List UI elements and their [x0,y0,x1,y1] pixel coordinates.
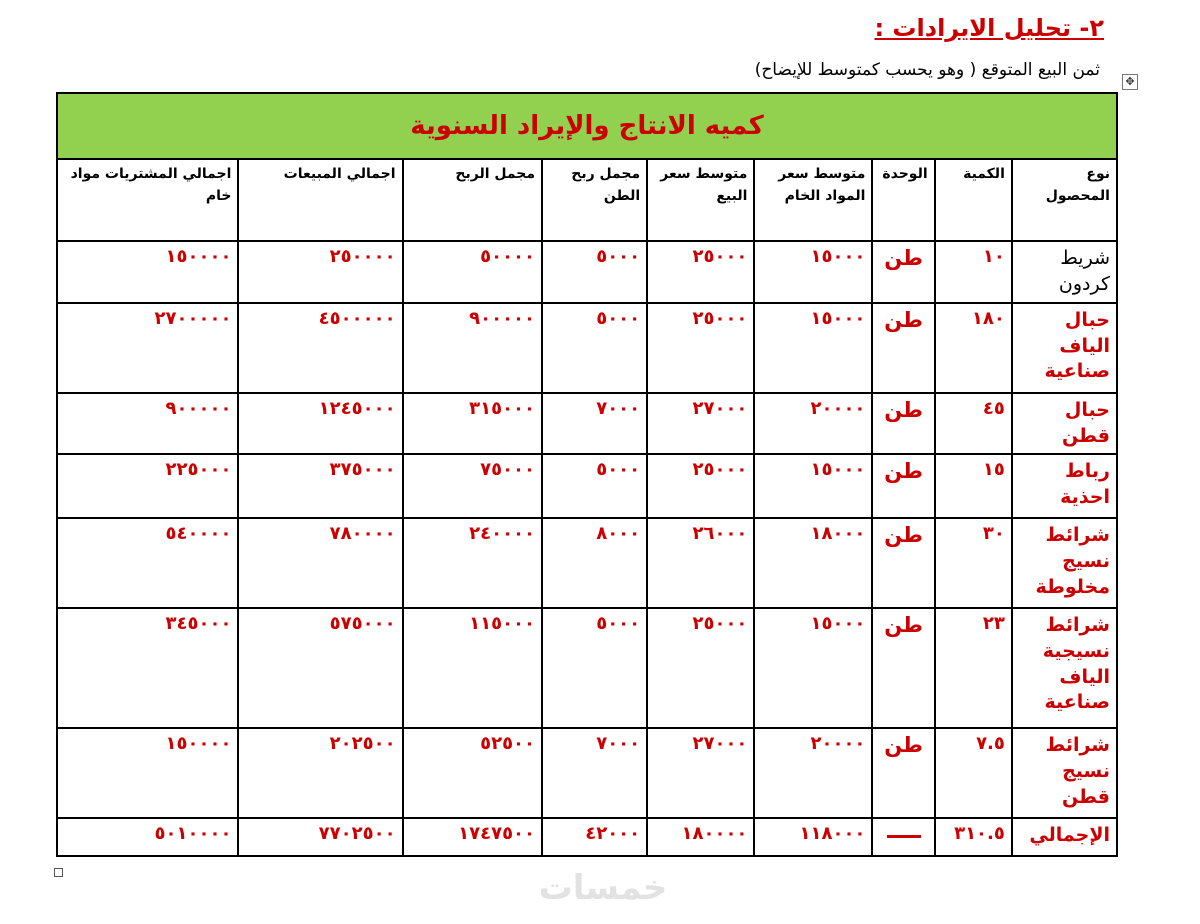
total-sales-cell: ١٢٤٥٠٠٠ [238,393,402,454]
total-sales-cell: ٧٨٠٠٠٠ [238,518,402,608]
totals-label: الإجمالي [1012,818,1117,856]
sale-price-cell: ٢٥٠٠٠ [647,454,754,518]
table-row [57,303,1117,393]
header-gross-profit: مجمل الربح [403,159,542,241]
header-row [57,159,1117,241]
raw-price-cell: ٢٠٠٠٠ [754,728,872,818]
totals-row [57,818,1117,856]
product-name: شرائط نسيج قطن [1012,728,1117,818]
price-note: ثمن البيع المتوقع ( وهو يحسب كمتوسط للإيضاح) [754,60,1100,80]
table-row [57,728,1117,818]
sale-price-cell: ٢٥٠٠٠ [647,303,754,393]
quantity-cell: ١٠ [935,241,1012,303]
total-sales-cell: ٢٠٢٥٠٠ [238,728,402,818]
raw-price-cell: ١٥٠٠٠ [754,303,872,393]
unit-cell: طن [872,454,934,518]
product-name: حبال الياف صناعية [1012,303,1117,393]
total-purchases-cell: ٢٧٠٠٠٠٠ [57,303,238,393]
totals-total-sales: ٧٧٠٢٥٠٠ [238,818,402,856]
quantity-cell: ١٨٠ [935,303,1012,393]
profit-ton-cell: ٥٠٠٠ [542,608,647,728]
sale-price-cell: ٢٥٠٠٠ [647,608,754,728]
quantity-cell: ١٥ [935,454,1012,518]
header-sale-price: متوسط سعر البيع [647,159,754,241]
header-unit: الوحدة [872,159,934,241]
unit-cell: طن [872,728,934,818]
gross-profit-cell: ٣١٥٠٠٠ [403,393,542,454]
table-resize-handle-icon[interactable] [54,868,63,877]
sale-price-cell: ٢٦٠٠٠ [647,518,754,608]
sale-price-cell: ٢٧٠٠٠ [647,728,754,818]
profit-ton-cell: ٥٠٠٠ [542,454,647,518]
table-title: كميه الانتاج والإيراد السنوية [57,93,1117,159]
profit-ton-cell: ٥٠٠٠ [542,303,647,393]
total-sales-cell: ٥٧٥٠٠٠ [238,608,402,728]
total-purchases-cell: ٢٢٥٠٠٠ [57,454,238,518]
total-purchases-cell: ٣٤٥٠٠٠ [57,608,238,728]
totals-total-purchases: ٥٠١٠٠٠٠ [57,818,238,856]
table-move-handle-icon[interactable]: ✥ [1122,74,1138,90]
totals-gross-profit: ١٧٤٧٥٠٠ [403,818,542,856]
gross-profit-cell: ١١٥٠٠٠ [403,608,542,728]
profit-ton-cell: ٥٠٠٠ [542,241,647,303]
quantity-cell: ٧.٥ [935,728,1012,818]
header-total-purchases: اجمالي المشتريات مواد خام [57,159,238,241]
raw-price-cell: ١٥٠٠٠ [754,241,872,303]
gross-profit-cell: ٥٢٥٠٠ [403,728,542,818]
quantity-cell: ٢٣ [935,608,1012,728]
gross-profit-cell: ٢٤٠٠٠٠ [403,518,542,608]
sale-price-cell: ٢٥٠٠٠ [647,241,754,303]
unit-cell: طن [872,303,934,393]
raw-price-cell: ١٥٠٠٠ [754,608,872,728]
totals-raw-price: ١١٨٠٠٠ [754,818,872,856]
totals-sale-price: ١٨٠٠٠٠ [647,818,754,856]
sale-price-cell: ٢٧٠٠٠ [647,393,754,454]
total-purchases-cell: ٩٠٠٠٠٠ [57,393,238,454]
profit-ton-cell: ٧٠٠٠ [542,393,647,454]
table-row [57,518,1117,608]
revenue-table [56,92,1118,857]
raw-price-cell: ١٨٠٠٠ [754,518,872,608]
quantity-cell: ٣٠ [935,518,1012,608]
profit-ton-cell: ٨٠٠٠ [542,518,647,608]
header-profit-per-ton: مجمل ربح الطن [542,159,647,241]
product-name: شرائط نسيجية الياف صناعية [1012,608,1117,728]
gross-profit-cell: ٧٥٠٠٠ [403,454,542,518]
watermark-logo: خمسات [538,868,668,908]
unit-cell: طن [872,518,934,608]
unit-cell: طن [872,608,934,728]
dash-mark [887,835,921,838]
unit-cell: طن [872,393,934,454]
unit-cell: طن [872,241,934,303]
raw-price-cell: ١٥٠٠٠ [754,454,872,518]
totals-profit-ton: ٤٢٠٠٠ [542,818,647,856]
header-total-sales: اجمالي المبيعات [238,159,402,241]
table-row [57,608,1117,728]
product-name: شرائط نسيج مخلوطة [1012,518,1117,608]
totals-unit [872,818,934,856]
header-product-type: نوع المحصول [1012,159,1117,241]
header-raw-material-price: متوسط سعر المواد الخام [754,159,872,241]
total-sales-cell: ٤٥٠٠٠٠٠ [238,303,402,393]
total-purchases-cell: ١٥٠٠٠٠ [57,241,238,303]
header-quantity: الكمية [935,159,1012,241]
table-row [57,241,1117,303]
gross-profit-cell: ٥٠٠٠٠ [403,241,542,303]
table-row [57,454,1117,518]
quantity-cell: ٤٥ [935,393,1012,454]
total-sales-cell: ٣٧٥٠٠٠ [238,454,402,518]
table-row [57,393,1117,454]
gross-profit-cell: ٩٠٠٠٠٠ [403,303,542,393]
total-purchases-cell: ١٥٠٠٠٠ [57,728,238,818]
raw-price-cell: ٢٠٠٠٠ [754,393,872,454]
product-name: شريط كردون [1012,241,1117,303]
total-purchases-cell: ٥٤٠٠٠٠ [57,518,238,608]
totals-quantity: ٣١٠.٥ [935,818,1012,856]
section-heading: ٢- تحليل الايرادات : [874,14,1104,42]
total-sales-cell: ٢٥٠٠٠٠ [238,241,402,303]
product-name: رباط احذية [1012,454,1117,518]
product-name: حبال قطن [1012,393,1117,454]
profit-ton-cell: ٧٠٠٠ [542,728,647,818]
